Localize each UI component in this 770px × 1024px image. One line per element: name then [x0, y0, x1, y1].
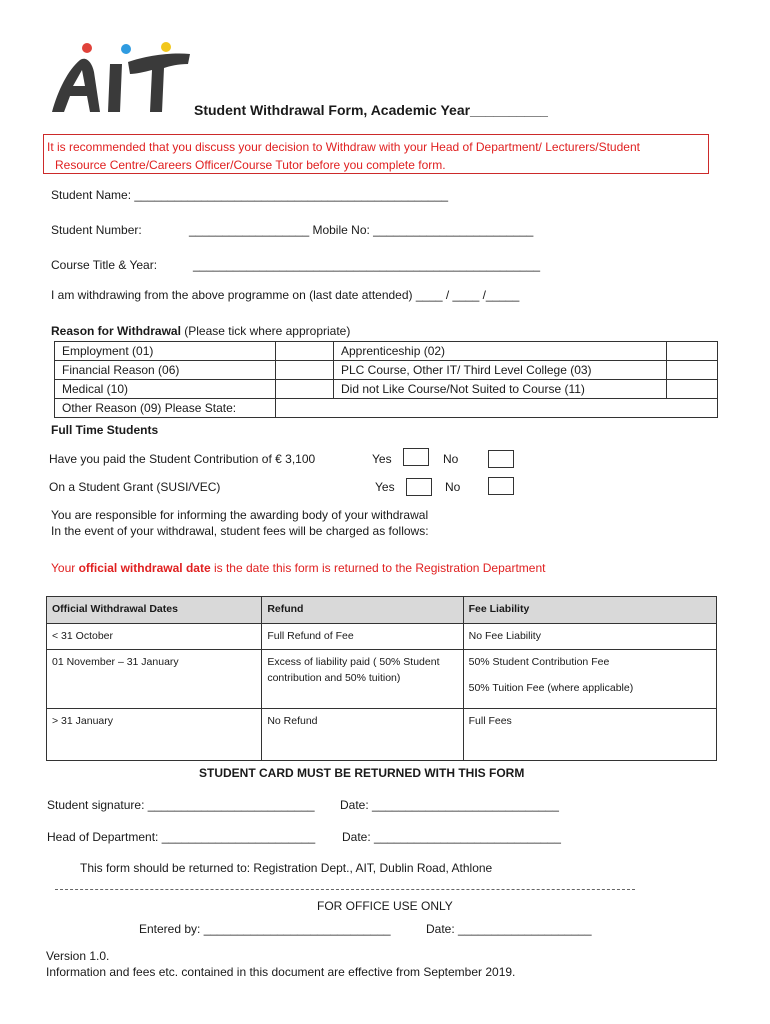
yes-label: Yes [375, 480, 395, 494]
reason-tick-box[interactable] [276, 380, 334, 399]
reason-tick-box[interactable] [667, 380, 718, 399]
table-cell: > 31 January [47, 709, 262, 761]
reason-label: Other Reason (09) Please State: [55, 399, 276, 418]
reason-label: Apprenticeship (02) [334, 342, 667, 361]
notice-line-2: Resource Centre/Careers Officer/Course Tutor before you complete form. [55, 158, 446, 172]
version-text: Version 1.0. [46, 949, 110, 963]
reason-tick-box[interactable] [667, 342, 718, 361]
table-row [55, 380, 718, 399]
grant-question: On a Student Grant (SUSI/VEC) [49, 480, 221, 494]
office-use-heading: FOR OFFICE USE ONLY [317, 899, 453, 913]
grant-no-checkbox[interactable] [488, 477, 514, 495]
signature-date-field[interactable]: Date: ____________________________ [340, 798, 559, 812]
reason-label: Did not Like Course/Not Suited to Course (11) [334, 380, 667, 399]
entered-by-field[interactable]: Entered by: ____________________________ [139, 922, 391, 936]
no-label: No [443, 452, 459, 466]
other-reason-field[interactable] [276, 399, 718, 418]
table-row [55, 361, 718, 380]
yes-label: Yes [372, 452, 392, 466]
reason-tick-box[interactable] [276, 342, 334, 361]
divider [55, 889, 635, 890]
effective-text: Information and fees etc. contained in this document are effective from September 2019. [46, 965, 516, 979]
table-cell: Excess of liability paid ( 50% Student contribution and 50% tuition) [262, 650, 463, 709]
reasons-heading-bold: Reason for Withdrawal [51, 324, 181, 338]
withdraw-date-field[interactable]: I am withdrawing from the above programme on (last date attended) ____ / ____ /_____ [51, 288, 520, 302]
table-cell: No Fee Liability [463, 624, 716, 650]
card-notice: STUDENT CARD MUST BE RETURNED WITH THIS FORM [199, 766, 525, 780]
grant-yes-checkbox[interactable] [406, 478, 432, 496]
reasons-table [54, 341, 718, 418]
table-cell: Full Refund of Fee [262, 624, 463, 650]
student-name-field[interactable]: Student Name: _______________________________________________ [51, 188, 449, 202]
reason-label: Financial Reason (06) [55, 361, 276, 380]
table-row [47, 650, 717, 709]
fee-liability-line: 50% Tuition Fee (where applicable) [468, 682, 634, 694]
reason-label: PLC Course, Other IT/ Third Level College (03) [334, 361, 667, 380]
responsibility-line-2: In the event of your withdrawal, student fees will be charged as follows: [51, 524, 429, 538]
full-time-heading: Full Time Students [51, 423, 159, 437]
contribution-yes-checkbox[interactable] [403, 448, 429, 466]
column-header: Fee Liability [463, 597, 716, 624]
hod-date-field[interactable]: Date: ____________________________ [342, 830, 561, 844]
contribution-no-checkbox[interactable] [488, 450, 514, 468]
table-cell: < 31 October [47, 624, 262, 650]
table-row [55, 399, 718, 418]
table-cell: No Refund [262, 709, 463, 761]
reasons-heading-rest: (Please tick where appropriate) [180, 324, 351, 338]
entered-date-field[interactable]: Date: ____________________ [426, 922, 592, 936]
course-field[interactable]: ____________________________________________________ [193, 258, 541, 272]
reason-tick-box[interactable] [667, 361, 718, 380]
ait-logo [50, 40, 195, 120]
student-signature-field[interactable]: Student signature: _________________________ [47, 798, 315, 812]
table-row [47, 709, 717, 761]
table-cell: Full Fees [463, 709, 716, 761]
hod-field[interactable]: Head of Department: _______________________ [47, 830, 316, 844]
reason-label: Employment (01) [55, 342, 276, 361]
responsibility-line-1: You are responsible for informing the awarding body of your withdrawal [51, 508, 429, 522]
student-number-mobile-field[interactable]: __________________ Mobile No: ________________________ [189, 223, 534, 237]
course-label: Course Title & Year: [51, 258, 158, 272]
official-date-notice [51, 561, 545, 575]
table-cell [463, 650, 716, 709]
official-suffix: is the date this form is returned to the Registration Department [210, 561, 546, 575]
reason-label: Medical (10) [55, 380, 276, 399]
reasons-heading [51, 324, 350, 338]
notice-box [43, 134, 709, 174]
no-label: No [445, 480, 461, 494]
fees-table [46, 596, 717, 761]
column-header: Official Withdrawal Dates [47, 597, 262, 624]
form-title: Student Withdrawal Form, Academic Year__________ [194, 102, 548, 118]
table-row [55, 342, 718, 361]
official-bold: official withdrawal date [78, 561, 211, 575]
fee-liability-line: 50% Student Contribution Fee [468, 656, 610, 668]
table-header-row [47, 597, 717, 624]
student-number-label: Student Number: [51, 223, 142, 237]
notice-line-1: It is recommended that you discuss your decision to Withdraw with your Head of Department/ Lecturers/Student [47, 140, 640, 154]
column-header: Refund [262, 597, 463, 624]
return-to-text: This form should be returned to: Registration Dept., AIT, Dublin Road, Athlone [80, 861, 493, 875]
table-row [47, 624, 717, 650]
contribution-question: Have you paid the Student Contribution of € 3,100 [49, 452, 316, 466]
table-cell: 01 November – 31 January [47, 650, 262, 709]
official-prefix: Your [51, 561, 79, 575]
reason-tick-box[interactable] [276, 361, 334, 380]
